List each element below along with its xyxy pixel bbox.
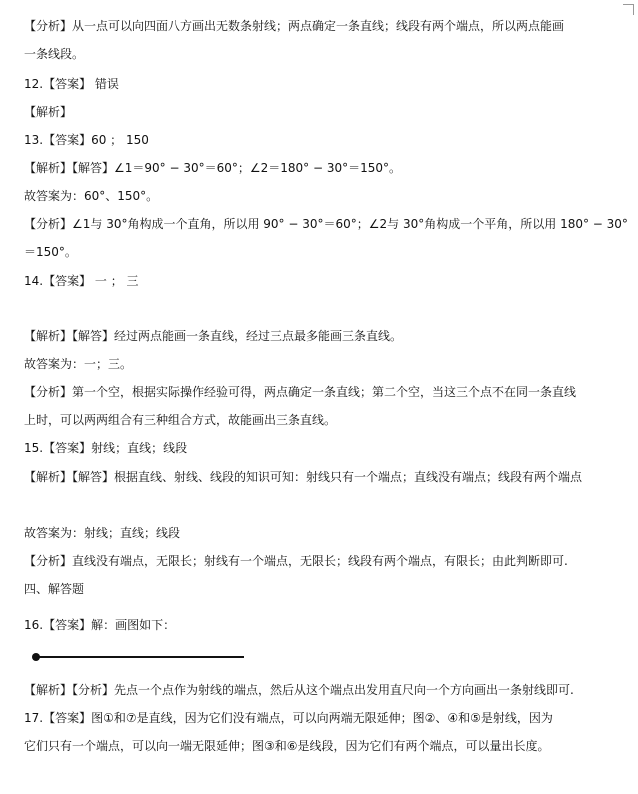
answer-17-line-2: 它们只有一个端点，可以向一端无限延伸；图③和⑥是线段，因为它们有两个端点，可以量出长度。	[24, 739, 550, 753]
answer-13: 13.【答案】60 ； 150	[24, 133, 149, 147]
analysis-13-line-1: 【分析】∠1与 30°角构成一个直角，所以用 90° − 30°＝60°；∠2与 30°角构成一个平角，所以用 180° − 30°	[24, 217, 628, 231]
page-corner-mark	[623, 4, 634, 15]
analysis-14-line-1: 【分析】第一个空，根据实际操作经验可得，两点确定一条直线；第二个空，当这三个点不在同一条直线	[24, 385, 577, 399]
result-13: 故答案为：60°、150°。	[24, 189, 159, 203]
analysis-15: 【分析】直线没有端点，无限长；射线有一个端点，无限长；线段有两个端点，有限长；由此判断即可.	[24, 554, 568, 568]
result-15: 故答案为：射线；直线；线段	[24, 526, 181, 540]
analysis-11-line-1: 【分析】从一点可以向四面八方画出无数条射线；两点确定一条直线；线段有两个端点，所以两点能画	[24, 19, 565, 33]
explanation-12: 【解析】	[24, 105, 73, 119]
analysis-16: 【解析】【分析】先点一个点作为射线的端点，然后从这个端点出发用直尺向一个方向画出一条射线即可.	[24, 683, 574, 697]
analysis-13-line-2: ＝150°。	[24, 245, 77, 259]
section-heading-4: 四、解答题	[24, 582, 85, 596]
analysis-11-line-2: 一条线段。	[24, 47, 85, 61]
answer-17-line-1: 17.【答案】图①和⑦是直线，因为它们没有端点，可以向两端无限延伸；图②、④和⑤是射线，因为	[24, 711, 553, 725]
answer-15: 15.【答案】射线；直线；线段	[24, 441, 188, 455]
solution-15: 【解析】【解答】根据直线、射线、线段的知识可知：射线只有一个端点；直线没有端点；线段有两个端点	[24, 470, 583, 484]
solution-13: 【解析】【解答】∠1＝90° − 30°＝60°；∠2＝180° − 30°＝150°。	[24, 161, 402, 175]
answer-14: 14.【答案】 一 ； 三	[24, 274, 139, 288]
answer-12: 12.【答案】 错误	[24, 77, 119, 91]
analysis-14-line-2: 上时，可以两两组合有三种组合方式，故能画出三条直线。	[24, 413, 337, 427]
result-14: 故答案为：一；三。	[24, 357, 133, 371]
answer-16: 16.【答案】解：画图如下：	[24, 618, 176, 632]
solution-14: 【解析】【解答】经过两点能画一条直线，经过三点最多能画三条直线。	[24, 329, 403, 343]
ray-drawing	[30, 650, 246, 664]
